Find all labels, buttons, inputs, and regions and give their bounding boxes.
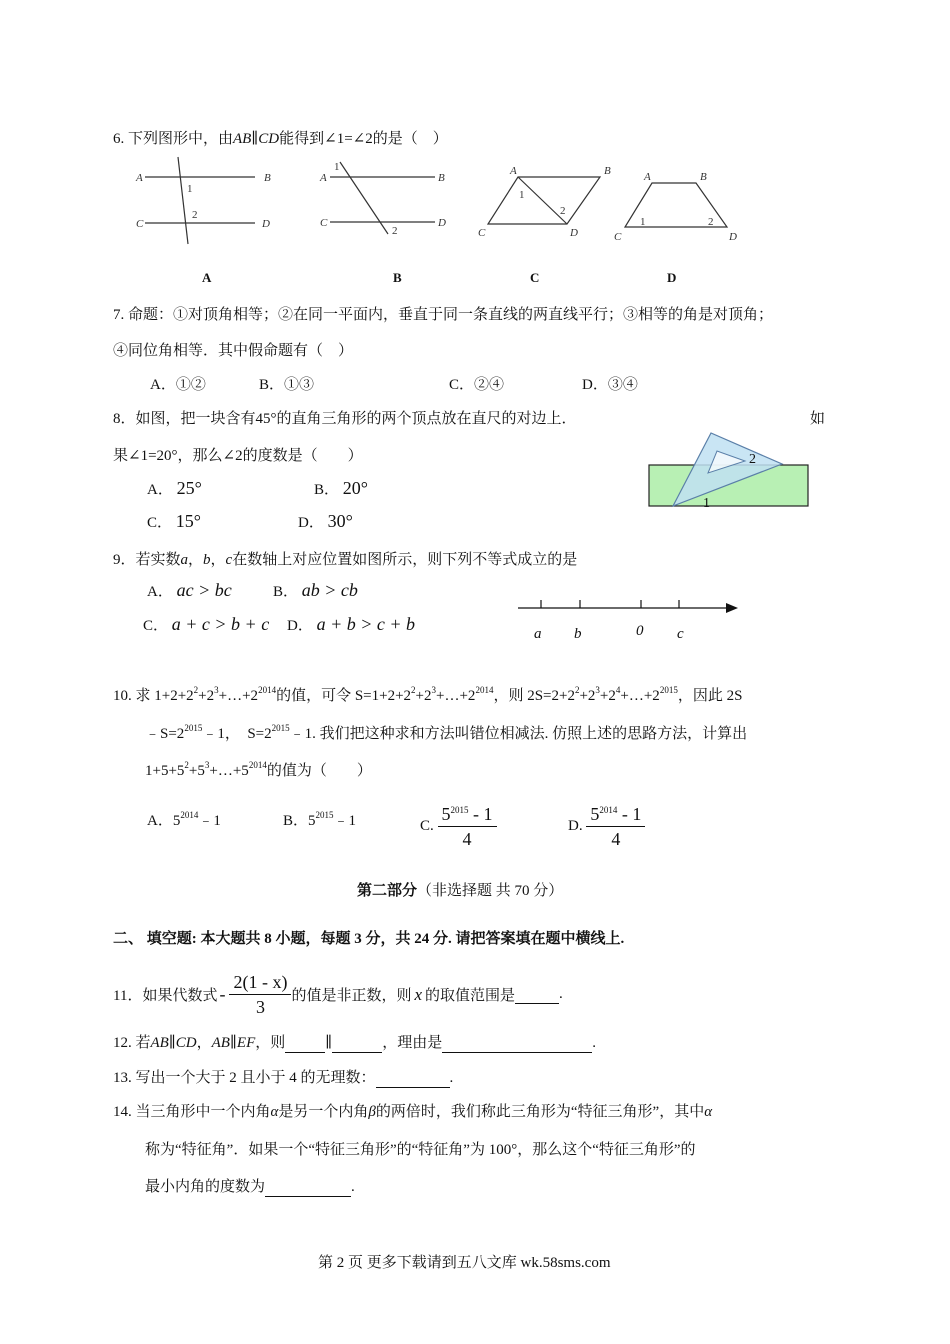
q10-t2: +…+2: [218, 688, 259, 704]
q8-option-c[interactable]: [147, 511, 201, 532]
q6-caption-d: D: [667, 270, 677, 285]
q10-t1: +2: [198, 688, 215, 704]
q6-parallel: ∥: [251, 131, 259, 147]
q6-figure-a: [135, 157, 271, 244]
q12-end: .: [592, 1035, 596, 1051]
q9-option-c-value: a + c > b + c: [171, 614, 270, 634]
q8-line2: 果∠1=20°，那么∠2的度数是（ ）: [113, 448, 363, 464]
q10-option-d-base: 5: [590, 804, 600, 824]
q10-option-d-denominator: 4: [611, 829, 621, 849]
q8-option-d[interactable]: [298, 511, 353, 532]
q9-option-d-label: D．: [287, 618, 313, 634]
q6-stem: [113, 127, 448, 148]
q14-l1c: 的两倍时，我们称此三角形为“特征三角形”，其中: [375, 1104, 705, 1120]
q6-caption-b: B: [393, 270, 402, 285]
q12-cd: CD: [175, 1035, 197, 1051]
q6-text-pre: 下列图形中，由: [128, 131, 234, 147]
figd-label-c: C: [614, 231, 622, 243]
q8-option-a-value: 25°: [176, 478, 202, 498]
q9-text-post: 在数轴上对应位置如图所示，则下列不等式成立的是: [232, 552, 578, 568]
q11-denominator: 3: [255, 997, 265, 1017]
q10-option-c-numerator: [438, 802, 497, 827]
q9-option-b-value: ab > cb: [301, 580, 358, 600]
q10-l2c: ﹣1. 我们把这种求和方法叫错位相减法. 仿照上述的思路方法，计算出: [289, 726, 748, 742]
q9-stem: [113, 548, 577, 569]
q12-par-2: ∥: [229, 1035, 237, 1051]
q10-l2e2: 2015: [271, 723, 290, 733]
figb-label-d: D: [438, 217, 446, 229]
q10-t6: ，则 2S=2+2: [493, 688, 575, 704]
q13-end: .: [449, 1070, 454, 1086]
q10-option-c-base: 5: [441, 804, 451, 824]
q10-option-b-label: B．5: [283, 813, 316, 829]
q10-t8: +2: [599, 688, 616, 704]
q9-text-pre: 9．若实数: [113, 552, 181, 568]
q10-l3b: +5: [188, 763, 205, 779]
q12-mid: ，则: [255, 1035, 286, 1051]
figa-label-b: B: [264, 172, 271, 184]
q9-option-b-label: B．: [273, 584, 299, 600]
q12-par-3: ∥: [325, 1035, 333, 1051]
q10-option-c-label: C.: [420, 818, 434, 834]
q9-option-c[interactable]: [143, 614, 269, 635]
q11-minus: -: [219, 984, 226, 1004]
q10-option-d-tail: - 1: [617, 804, 642, 824]
q12-comma: ，: [196, 1035, 212, 1051]
figa-transversal: [178, 157, 188, 244]
q10-l3e1: 2: [184, 760, 189, 770]
q10-option-d-exp: 2014: [599, 805, 618, 815]
q12-blank-2[interactable]: [332, 1035, 382, 1053]
q10-l3c: +…+5: [209, 763, 249, 779]
q10-t7: +2: [579, 688, 596, 704]
q11-end: .: [559, 986, 563, 1002]
q10-l2e1: 2015: [184, 723, 203, 733]
figd-angle-1: 1: [640, 216, 646, 228]
figa-label-d: D: [262, 218, 270, 230]
figd-label-d: D: [729, 231, 737, 243]
q7-line1: 7. 命题：①对顶角相等；②在同一平面内，垂直于同一条直线的两直线平行；③相等的角是对顶角；: [113, 307, 774, 323]
q9-axis-label-b: b: [574, 626, 582, 642]
q10-option-d-numerator: [586, 802, 645, 827]
q9-axis-label-c: c: [677, 626, 684, 642]
figa-label-a: A: [136, 172, 143, 184]
q10-e10: 2015: [659, 685, 678, 695]
q10-option-b[interactable]: [283, 809, 356, 830]
q6-number: 6.: [113, 131, 125, 147]
q8-option-b-value: 20°: [342, 478, 368, 498]
section2-heading: 二、 填空题: 本大题共 8 小题，每题 3 分，共 24 分. 请把答案填在题中横线上.: [113, 931, 625, 947]
q14-end: .: [351, 1179, 355, 1195]
q10-l3d: 的值为（ ）: [266, 763, 372, 779]
q10-option-a-exp: 2014: [180, 810, 199, 820]
q10-e2: 3: [214, 685, 219, 695]
q10-option-c-denominator: 4: [462, 829, 472, 849]
q10-option-d[interactable]: [568, 802, 645, 851]
q10-option-c-fraction: [438, 802, 497, 851]
q13: [113, 1066, 453, 1088]
q14-line2: 称为“特征角”．如果一个“特征三角形”的“特征角”为 100°，那么这个“特征三角形”的: [145, 1142, 696, 1158]
figc-label-c: C: [478, 227, 486, 239]
q11-mid: 的值是非正数，则: [291, 988, 412, 1004]
q8-figure: [645, 425, 815, 515]
q12-par-1: ∥: [168, 1035, 176, 1051]
figc-label-d: D: [570, 227, 578, 239]
q10-l2a: ﹣S=2: [145, 726, 185, 742]
q14-l3: 最小内角的度数为: [145, 1179, 266, 1195]
q10-e5: 3: [431, 685, 437, 695]
q10-t9: +…+2: [620, 688, 660, 704]
q14-alpha: α: [270, 1104, 279, 1120]
q8-option-a[interactable]: [147, 478, 202, 499]
q12-ab-2: AB: [211, 1035, 230, 1051]
q10-e3: 2014: [258, 685, 277, 695]
q6-ab: AB: [233, 131, 252, 147]
figb-angle-2: 2: [392, 225, 398, 237]
q10-l3a: 1+5+5: [145, 763, 185, 779]
q10-option-d-fraction: [586, 802, 645, 851]
figb-transversal: [340, 162, 388, 234]
q10-e8: 3: [595, 685, 600, 695]
q14-alpha-2: α: [704, 1104, 713, 1120]
q9-var-b: b: [203, 552, 211, 568]
q10-t10: ，因此 2S: [677, 688, 743, 704]
q10-t0: 10. 求 1+2+2: [113, 688, 194, 704]
figa-angle-2: 2: [192, 209, 198, 221]
q10-option-a-tail: ﹣1: [198, 813, 221, 829]
q9-option-a-value: ac > bc: [176, 580, 232, 600]
q6-figure-d: [614, 171, 737, 243]
q10-e9: 4: [615, 685, 621, 695]
q6-caption-a: A: [202, 270, 212, 285]
q12: [113, 1031, 596, 1053]
q11-post: 的取值范围是: [425, 988, 516, 1004]
figc-angle-1: 1: [519, 189, 525, 201]
q11-fraction: [229, 970, 291, 1019]
q10-e7: 2: [574, 685, 580, 695]
q12-mid-2: ，理由是: [382, 1035, 443, 1051]
q6-figure-c: [478, 165, 611, 239]
q10-line1: [113, 684, 742, 705]
q10-line3: [145, 759, 372, 780]
q11-var-x: x: [414, 984, 422, 1004]
q8-option-d-value: 30°: [327, 511, 353, 531]
q10-option-c-tail: - 1: [468, 804, 493, 824]
q6-caption-c: C: [530, 270, 540, 285]
q9-comma-1: ，: [188, 552, 204, 568]
q7-line2: ④同位角相等．其中假命题有（ ）: [113, 343, 354, 359]
figb-label-b: B: [438, 172, 445, 184]
q10-option-c[interactable]: [420, 802, 497, 851]
q13-text: 13. 写出一个大于 2 且小于 4 的无理数：: [113, 1070, 376, 1086]
q6-cd: CD: [258, 131, 280, 147]
q10-l2b: ﹣1， S=2: [202, 726, 272, 742]
q10-option-d-label: D.: [568, 818, 583, 834]
figd-label-b: B: [700, 171, 707, 183]
q10-t5: +…+2: [436, 688, 476, 704]
q11-answer-blank[interactable]: [515, 986, 559, 1004]
q9-axis-label-a: a: [534, 626, 542, 642]
q8-option-d-label: D．: [298, 515, 324, 531]
q9-comma-2: ，: [210, 552, 226, 568]
q14-answer-blank[interactable]: [265, 1179, 351, 1197]
q14-beta: β: [368, 1104, 376, 1120]
q12-ef: EF: [236, 1035, 256, 1051]
q8-option-b[interactable]: [314, 478, 368, 499]
q10-option-b-tail: ﹣1: [333, 813, 357, 829]
q14-line1: [113, 1100, 712, 1121]
figc-parallelogram: [488, 177, 600, 224]
q8-option-c-value: 15°: [175, 511, 201, 531]
q8-line1: 8．如图，把一块含有45°的直角三角形的两个顶点放在直尺的对边上．: [113, 411, 577, 427]
q12-pre: 12. 若: [113, 1035, 151, 1051]
q10-e4: 2: [411, 685, 416, 695]
q10-option-c-exp: 2015: [450, 805, 469, 815]
figc-label-b: B: [604, 165, 611, 177]
q10-line2: [145, 722, 747, 743]
q10-t4: +2: [415, 688, 432, 704]
q10-option-a[interactable]: [147, 809, 221, 830]
q9-option-c-label: C．: [143, 618, 169, 634]
q8-option-c-label: C．: [147, 515, 173, 531]
q10-option-b-exp: 2015: [315, 810, 334, 820]
figa-label-c: C: [136, 218, 144, 230]
figc-label-a: A: [510, 165, 517, 177]
q8-angle-1: 1: [703, 496, 710, 511]
q8-option-b-label: B．: [314, 482, 340, 498]
q9-option-d[interactable]: [287, 614, 415, 635]
q6-figure-b: [319, 161, 446, 237]
q9-option-b[interactable]: [273, 580, 358, 601]
q11-numerator: 2(1 - x): [229, 970, 291, 995]
part2-subtitle: （非选择题 共 70 分）: [417, 883, 564, 899]
q8-option-a-label: A．: [147, 482, 173, 498]
q10-option-a-label: A．5: [147, 813, 181, 829]
q7-option-a[interactable]: A．①②: [150, 377, 206, 393]
figd-label-a: A: [644, 171, 651, 183]
q7-option-d[interactable]: D．③④: [582, 377, 638, 393]
q9-var-c: c: [225, 552, 233, 568]
figb-label-c: C: [320, 217, 328, 229]
q8-angle-2: 2: [749, 452, 756, 467]
q10-e1: 2: [193, 685, 199, 695]
q9-axis-arrow: [726, 603, 738, 613]
q9-option-d-value: a + b > c + b: [316, 614, 416, 634]
q14-l1b: 是另一个内角: [278, 1104, 369, 1120]
q9-var-a: a: [180, 552, 189, 568]
q10-l3e2: 3: [204, 760, 210, 770]
q9-number-line: [510, 592, 750, 652]
q7-option-b[interactable]: B．①③: [259, 377, 315, 393]
q14-line3: [145, 1175, 355, 1197]
figb-label-a: A: [320, 172, 327, 184]
q12-blank-reason[interactable]: [442, 1035, 592, 1053]
q11: [113, 970, 563, 1019]
page-footer: 第 2 页 更多下载请到五八文库 wk.58sms.com: [318, 1255, 611, 1271]
q9-option-a[interactable]: [147, 580, 232, 601]
q10-t3: 的值，可令 S=1+2+2: [276, 688, 412, 704]
q10-e6: 2014: [475, 685, 494, 695]
q8-line1-end: 如: [810, 411, 826, 427]
q12-blank-1[interactable]: [285, 1035, 325, 1053]
q6-text-post: 能得到∠1=∠2的是（ ）: [279, 131, 448, 147]
figb-angle-1: 1: [334, 161, 340, 173]
q6-figures: [130, 152, 750, 252]
figa-angle-1: 1: [187, 183, 193, 195]
q11-pre: 11．如果代数式: [113, 988, 218, 1004]
q9-axis-label-zero: 0: [636, 623, 644, 639]
figc-angle-2: 2: [560, 205, 566, 217]
q12-ab: AB: [150, 1035, 169, 1051]
part2-heading: [357, 879, 563, 900]
q7-option-c[interactable]: C．②④: [449, 377, 505, 393]
part2-title: 第二部分: [357, 883, 418, 899]
figd-angle-2: 2: [708, 216, 714, 228]
q14-l1a: 14. 当三角形中一个内角: [113, 1104, 271, 1120]
q9-option-a-label: A．: [147, 584, 173, 600]
q13-answer-blank[interactable]: [376, 1070, 450, 1088]
q10-l3e3: 2014: [248, 760, 267, 770]
